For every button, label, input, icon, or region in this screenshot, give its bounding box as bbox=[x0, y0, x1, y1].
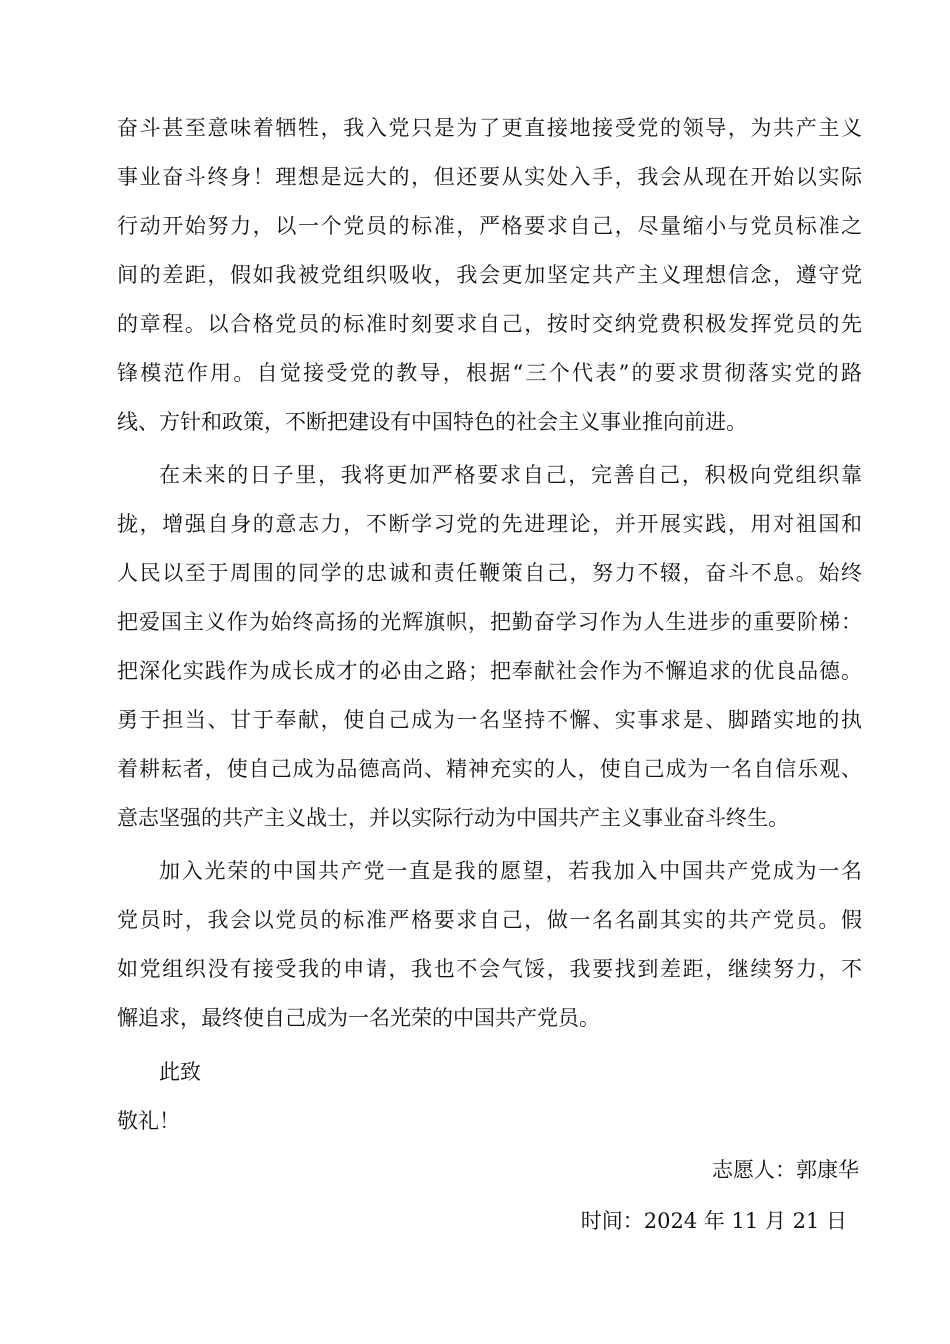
paragraph-2-line-4: 把爱国主义作为始终高扬的光辉旗帜，把勤奋学习作为人生进步的重要阶梯： bbox=[117, 610, 862, 634]
paragraph-1-line-6: 锋模范作用。自觉接受党的教导，根据“三个代表”的要求贯彻落实党的路 bbox=[117, 361, 862, 385]
closing-salutation: 此致 bbox=[159, 1060, 201, 1084]
paragraph-1-line-3: 行动开始努力，以一个党员的标准，严格要求自己，尽量缩小与党员标准之 bbox=[117, 214, 862, 238]
signature-date: 时间：2024 年 11 月 21 日 bbox=[580, 1209, 847, 1233]
paragraph-2-line-7: 着耕耘者，使自己成为品德高尚、精神充实的人，使自己成为一名自信乐观、 bbox=[117, 757, 862, 781]
closing-respect: 敬礼！ bbox=[117, 1109, 180, 1133]
paragraph-3-line-2: 党员时，我会以党员的标准严格要求自己，做一名名副其实的共产党员。假 bbox=[117, 908, 862, 932]
paragraph-2-line-2: 拢，增强自身的意志力，不断学习党的先进理论，并开展实践，用对祖国和 bbox=[117, 512, 862, 536]
paragraph-1-line-7: 线、方针和政策，不断把建设有中国特色的社会主义事业推向前进。 bbox=[117, 410, 747, 434]
paragraph-2-line-8: 意志坚强的共产主义战士，并以实际行动为中国共产主义事业奋斗终生。 bbox=[117, 806, 789, 830]
paragraph-3-line-1: 加入光荣的中国共产党一直是我的愿望，若我加入中国共产党成为一名 bbox=[159, 859, 862, 883]
paragraph-2-line-3: 人民以至于周围的同学的忠诚和责任鞭策自己，努力不辍，奋斗不息。始终 bbox=[117, 561, 862, 585]
paragraph-3-line-3: 如党组织没有接受我的申请，我也不会气馁，我要找到差距，继续努力，不 bbox=[117, 957, 862, 981]
volunteer-signature: 志愿人：郭康华 bbox=[712, 1158, 859, 1182]
letter-body bbox=[117, 0, 867, 1344]
paragraph-3-line-4: 懈追求，最终使自己成为一名光荣的中国共产党员。 bbox=[117, 1006, 600, 1030]
paragraph-2-line-6: 勇于担当、甘于奉献，使自己成为一名坚持不懈、实事求是、脚踏实地的执 bbox=[117, 708, 862, 732]
paragraph-1-line-4: 间的差距，假如我被党组织吸收，我会更加坚定共产主义理想信念，遵守党 bbox=[117, 263, 862, 287]
paragraph-1-line-1: 奋斗甚至意味着牺牲，我入党只是为了更直接地接受党的领导，为共产主义 bbox=[117, 116, 862, 140]
paragraph-1-line-5: 的章程。以合格党员的标准时刻要求自己，按时交纳党费积极发挥党员的先 bbox=[117, 312, 862, 336]
paragraph-2-line-1: 在未来的日子里，我将更加严格要求自己，完善自己，积极向党组织靠 bbox=[159, 463, 862, 487]
paragraph-2-line-5: 把深化实践作为成长成才的必由之路；把奉献社会作为不懈追求的优良品德。 bbox=[117, 659, 862, 683]
paragraph-1-line-2: 事业奋斗终身！理想是远大的，但还要从实处入手，我会从现在开始以实际 bbox=[117, 165, 862, 189]
